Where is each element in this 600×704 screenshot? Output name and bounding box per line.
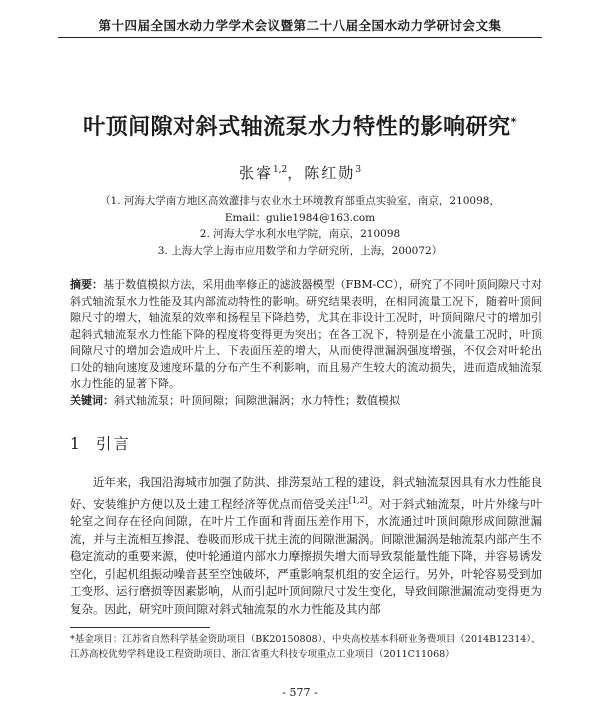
paper-title-text: 叶顶间隙对斜式轴流泵水力特性的影响研究 [83,115,511,140]
footnote-rule [70,627,210,628]
intro-paragraph [70,474,542,619]
keywords [70,393,542,410]
affiliation-line: 3. 上海大学上海市应用数学和力学研究所，上海，200072） [157,244,443,257]
header-rule [58,37,542,38]
abstract-label: 摘要： [70,278,104,291]
citation: [1,2] [348,495,368,505]
abstract-text: 基于数值模拟方法，采用曲率修正的滤波器模型（FBM-CC），研究了不同叶顶间隙尺寸对斜式轴流泵水力性能及其内部流动特性的影响。研究结果表明，在相同流量工况下，随着叶顶间隙尺寸的增大，轴流泵的效率和扬程呈下降趋势，尤其在非设计工况时，叶顶间隙尺寸的增加引起斜式轴流泵水力性能下降的程度将变得更为突出；在各工况下，特别是在小流量工况时，叶顶间隙尺寸的增加会造成叶片上、下表面压差的增大，从而使得泄漏涡强度增强，不仅会对叶轮出口处的轴向速度及速度环量的分布产生不利影响，而且易产生较大的流动损失，进而造成轴流泵水力性能的显著下降。 [70,278,542,390]
author-separator: ， [287,164,305,182]
affiliation-email: Email：gulie1984@163.com [224,211,376,224]
author-line [0,162,600,183]
author-affil-mark: 3 [355,165,362,175]
abstract-paragraph [70,277,542,393]
keywords-label: 关键词： [70,393,114,407]
section-heading [70,432,131,454]
intro-text-part2: 。对于斜式轴流泵，叶片外缘与叶轮室之间存在径向间隙，在叶片工作面和背面压差作用下，水流通过叶顶间隙形成间隙泄漏流，并与主流相互掺混、卷吸而形成干扰主流的间隙泄漏涡。间隙泄漏涡是轴流泵内部产生不稳定流动的重要来源，使叶轮通道内部水力摩擦损失增大而导致泵能量性能下降，并容易诱发空化，引起机组振动噪音甚至空蚀破坏，严重影响泵机组的安全运行。另外，叶轮容易受到加工变形、运行磨损等因素影响，从而引起叶顶间隙尺寸发生变化，导致间隙泄漏流动变得更为复杂。因此，研究叶顶间隙对斜式轴流泵的水力性能及其内部 [70,496,543,616]
section-title: 引言 [95,435,131,453]
funding-mark: * [510,115,517,129]
paper-title [40,110,560,141]
author-affil-mark: 1,2 [272,165,288,175]
page-number: - 577 - [282,686,318,699]
author-name: 张睿 [238,164,273,182]
funding-footnote: *基金项目：江苏省自然科学基金资助项目（BK20150808）、中央高校基本科研业务费项目（2014B12314）、江苏高校优势学科建设工程资助项目、浙江省重大科技专项重点工业项目（2011C11068） [70,634,541,660]
author-name: 陈红勋 [304,164,356,182]
affiliations [60,193,540,259]
section-number: 1 [70,435,82,453]
abstract [70,277,542,409]
affiliation-line: （1. 河海大学南方地区高效灌排与农业水土环境教育部重点实验室，南京，210098， [100,195,500,207]
intro-text-part1: 近年来，我国沿海城市加强了防洪、排涝泵站工程的建设，斜式轴流泵因具有水力性能良好、安装维护方便以及土建工程经济等优点而倍受关注 [70,475,542,511]
affiliation-line: 2. 河海大学水利水电学院，南京，210098 [199,228,401,240]
running-header: 第十四届全国水动力学学术会议暨第二十八届全国水动力学研讨会文集 [98,18,502,33]
keywords-text: 斜式轴流泵；叶顶间隙；间隙泄漏涡；水力特性；数值模拟 [114,393,400,407]
